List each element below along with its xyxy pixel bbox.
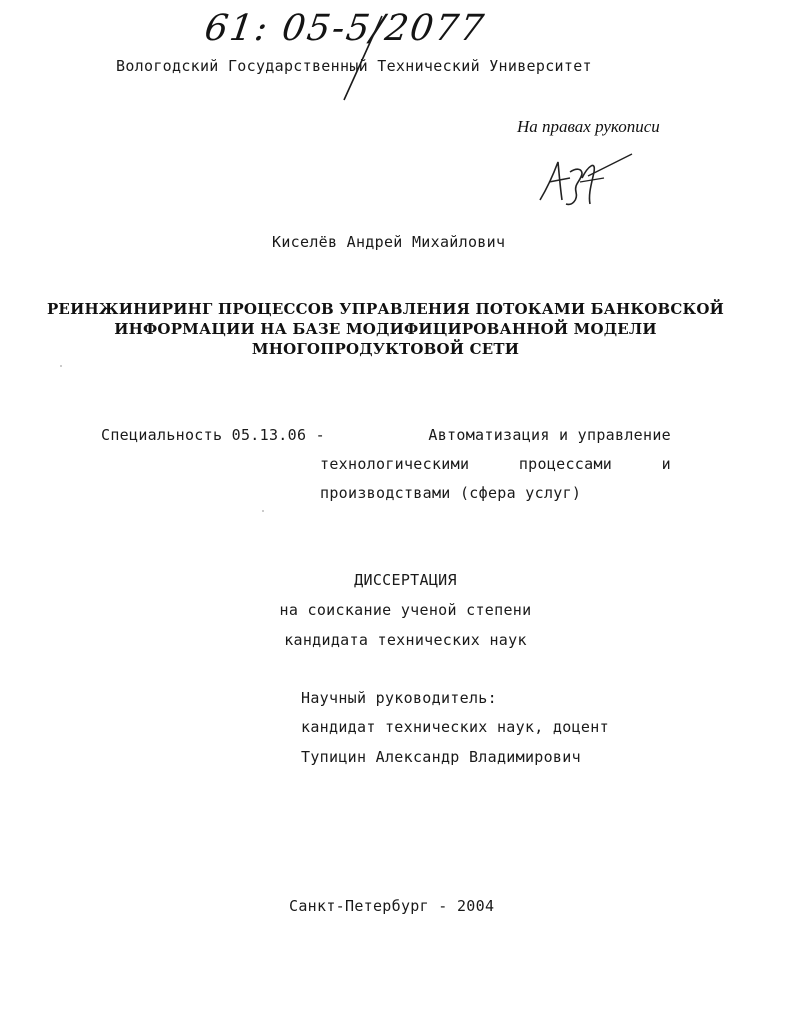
specialty-label: Специальность 05.13.06 -	[101, 426, 325, 444]
specialty-description-line-1: Автоматизация и управление	[428, 426, 671, 444]
supervisor-degree: кандидат технических наук, доцент	[301, 718, 609, 736]
archive-handwritten-number: 61: 05-5/2077	[202, 8, 488, 49]
author-signature	[532, 148, 637, 210]
author-name: Киселёв Андрей Михайлович	[272, 233, 506, 251]
city-and-year: Санкт-Петербург - 2004	[289, 897, 495, 915]
supervisor-name: Тупицин Александр Владимирович	[301, 748, 581, 766]
dissertation-title-line-2: ИНФОРМАЦИИ НА БАЗЕ МОДИФИЦИРОВАННОЙ МОДЕЛИ	[114, 320, 657, 338]
degree-line-2: кандидата технических наук	[284, 631, 527, 649]
specialty-description-line-2: технологическими процессами и	[320, 455, 671, 473]
scan-artifact-dot	[262, 510, 264, 512]
university-name: Вологодский Государственный Технический Университет	[116, 57, 592, 75]
dissertation-title-line-3: МНОГОПРОДУКТОВОЙ СЕТИ	[251, 340, 520, 358]
specialty-description-line-3: производствами (сфера услуг)	[320, 484, 582, 502]
specialty-description	[320, 426, 671, 513]
degree-line-1: на соискание ученой степени	[279, 601, 532, 619]
manuscript-rights-note: На правах рукописи	[517, 117, 660, 136]
dissertation-title-line-1: РЕИНЖИНИРИНГ ПРОЦЕССОВ УПРАВЛЕНИЯ ПОТОКАМИ БАНКОВСКОЙ	[46, 300, 725, 318]
document-type: ДИССЕРТАЦИЯ	[354, 571, 457, 589]
scan-artifact-dot	[60, 365, 62, 367]
supervisor-label: Научный руководитель:	[301, 689, 497, 707]
